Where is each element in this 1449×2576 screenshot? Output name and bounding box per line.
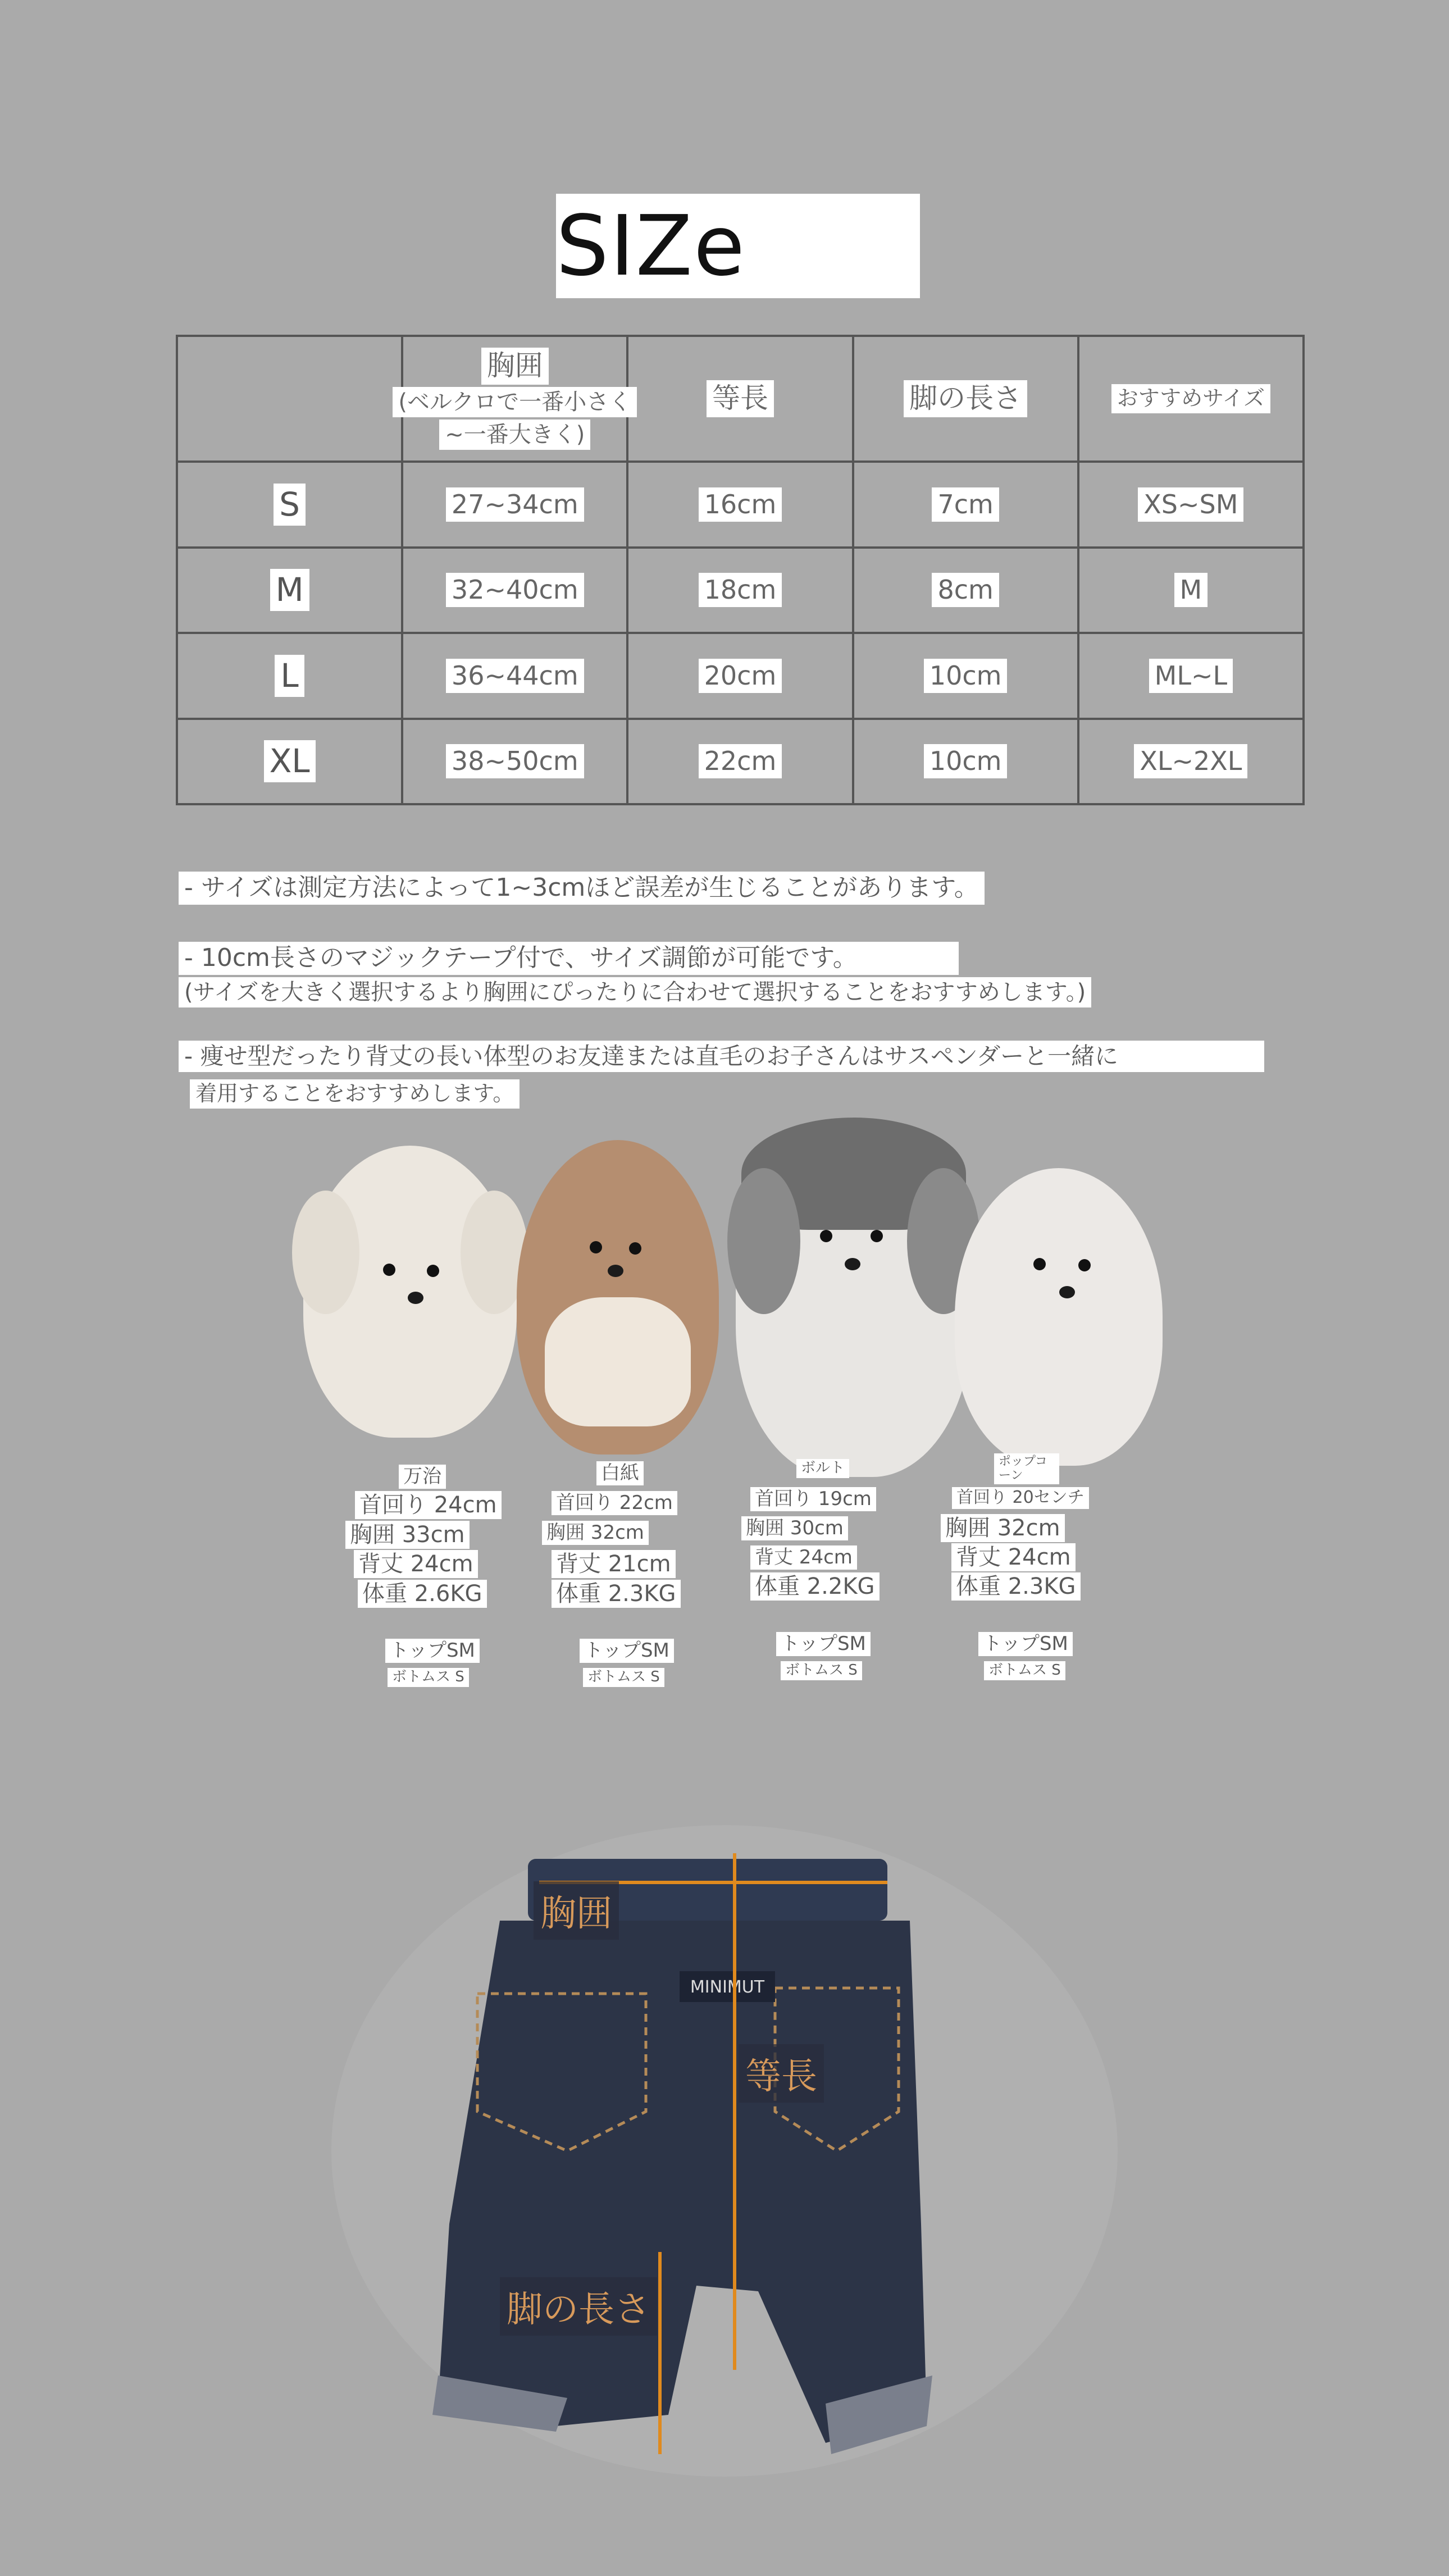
dog-weight: 体重 2.2KG — [750, 1572, 880, 1601]
dog-chest: 胸囲 32cm — [941, 1514, 1065, 1542]
dog-eye — [1078, 1259, 1091, 1271]
recommend-value: XL~2XL — [1134, 744, 1247, 778]
page-title: SIZe — [556, 198, 746, 294]
brand-patch-text: MINIMUT — [690, 1977, 765, 1997]
dog-eye — [871, 1230, 883, 1242]
dog-eye — [820, 1230, 832, 1242]
dog-popcorn-image — [955, 1168, 1163, 1466]
chest-value: 27~34cm — [446, 487, 584, 522]
dog-back: 背丈 24cm — [354, 1550, 478, 1578]
dog-eye — [383, 1264, 395, 1276]
dog-top-size: トップSM — [978, 1632, 1073, 1656]
leg-value: 8cm — [932, 573, 999, 607]
header-size — [177, 336, 402, 462]
length-value: 20cm — [699, 659, 782, 693]
length-value: 18cm — [699, 573, 782, 607]
size-table — [176, 335, 1305, 805]
table-row — [177, 548, 1304, 633]
note-suspender: - 痩せ型だったり背丈の長い体型のお友達または直毛のお子さんはサスペンダーと一緒に — [179, 1041, 1264, 1072]
length-value: 22cm — [699, 744, 782, 778]
dog-ear — [292, 1191, 359, 1314]
dog-name: 白紙 — [596, 1461, 644, 1485]
table-header-row — [177, 336, 1304, 462]
size-label: L — [275, 655, 304, 697]
dog-top-size: トップSM — [776, 1632, 871, 1656]
chest-value: 38~50cm — [446, 744, 584, 778]
size-label: XL — [264, 740, 316, 782]
header-length: 等長 — [627, 336, 853, 462]
dog-chest: 胸囲 33cm — [345, 1521, 470, 1549]
recommend-value: XS~SM — [1138, 487, 1243, 522]
dog-eye — [629, 1242, 641, 1255]
dog-bottom-size: ボトムス S — [388, 1668, 469, 1687]
recommend-value: ML~L — [1149, 659, 1233, 693]
leg-value: 10cm — [924, 659, 1008, 693]
dog-top-size: トップSM — [580, 1639, 674, 1663]
header-recommend: おすすめサイズ — [1078, 336, 1304, 462]
header-leg: 脚の長さ — [853, 336, 1078, 462]
leg-value: 7cm — [932, 487, 999, 522]
dog-eye — [590, 1241, 602, 1253]
dog-name: 万治 — [399, 1465, 446, 1489]
header-chest-sub1: (ベルクロで一番小さく — [393, 387, 637, 417]
dog-eye — [427, 1265, 439, 1277]
dog-back: 背丈 24cm — [750, 1545, 857, 1570]
chest-diagram-label: 胸囲 — [534, 1881, 619, 1940]
dog-nose — [608, 1265, 623, 1277]
header-chest — [398, 336, 632, 462]
dog-bottom-size: ボトムス S — [984, 1661, 1065, 1680]
dog-top-size: トップSM — [385, 1639, 480, 1663]
size-label: S — [274, 484, 306, 526]
dog-name: ボルト — [796, 1459, 849, 1478]
dog-weight: 体重 2.6KG — [358, 1580, 487, 1608]
dog-nose — [845, 1258, 860, 1270]
dog-name: ポップコーン — [994, 1453, 1056, 1484]
leg-diagram-label: 脚の長さ — [500, 2277, 657, 2336]
size-label: M — [270, 569, 309, 611]
chest-value: 32~40cm — [446, 573, 584, 607]
dog-weight: 体重 2.3KG — [552, 1580, 681, 1608]
dog-weight: 体重 2.3KG — [951, 1572, 1081, 1601]
dog-back: 背丈 21cm — [552, 1550, 676, 1578]
length-diagram-label: 等長 — [739, 2044, 824, 2103]
dog-shirt — [545, 1297, 691, 1426]
dog-back: 背丈 24cm — [951, 1543, 1076, 1571]
dog-neck: 首回り 20センチ — [952, 1487, 1089, 1509]
dogs-photo — [292, 1118, 1168, 1499]
dog-chest: 胸囲 32cm — [542, 1521, 649, 1545]
table-row — [177, 633, 1304, 719]
jeans-illustration — [331, 1820, 1118, 2477]
dog-eye — [1033, 1258, 1046, 1270]
dog-neck: 首回り 22cm — [552, 1491, 677, 1515]
recommend-value: M — [1174, 573, 1208, 607]
chest-value: 36~44cm — [446, 659, 584, 693]
header-chest-label: 胸囲 — [481, 348, 549, 385]
note-measurement: - サイズは測定方法によって1~3cmほど誤差が生じることがあります。 — [179, 872, 985, 905]
dog-nose — [408, 1292, 423, 1304]
dog-chest: 胸囲 30cm — [741, 1516, 848, 1540]
dog-neck: 首回り 19cm — [750, 1487, 876, 1511]
note-velcro-sub: (サイズを大きく選択するより胸囲にぴったりに合わせて選択することをおすすめします。) — [179, 977, 1091, 1007]
header-chest-sub2: ~一番大きく) — [439, 420, 590, 450]
dog-bottom-size: ボトムス S — [781, 1661, 862, 1680]
dog-neck: 首回り 24cm — [355, 1491, 502, 1519]
note-suspender-cont: 着用することをおすすめします。 — [190, 1079, 520, 1109]
length-value: 16cm — [699, 487, 782, 522]
dog-ear — [727, 1168, 800, 1314]
leg-value: 10cm — [924, 744, 1008, 778]
jeans-diagram — [331, 1820, 1118, 2477]
dog-bottom-size: ボトムス S — [583, 1668, 664, 1687]
table-row — [177, 462, 1304, 548]
table-row — [177, 719, 1304, 805]
note-velcro: - 10cm長さのマジックテープ付で、サイズ調節が可能です。 — [179, 942, 959, 975]
dog-nose — [1059, 1286, 1075, 1298]
